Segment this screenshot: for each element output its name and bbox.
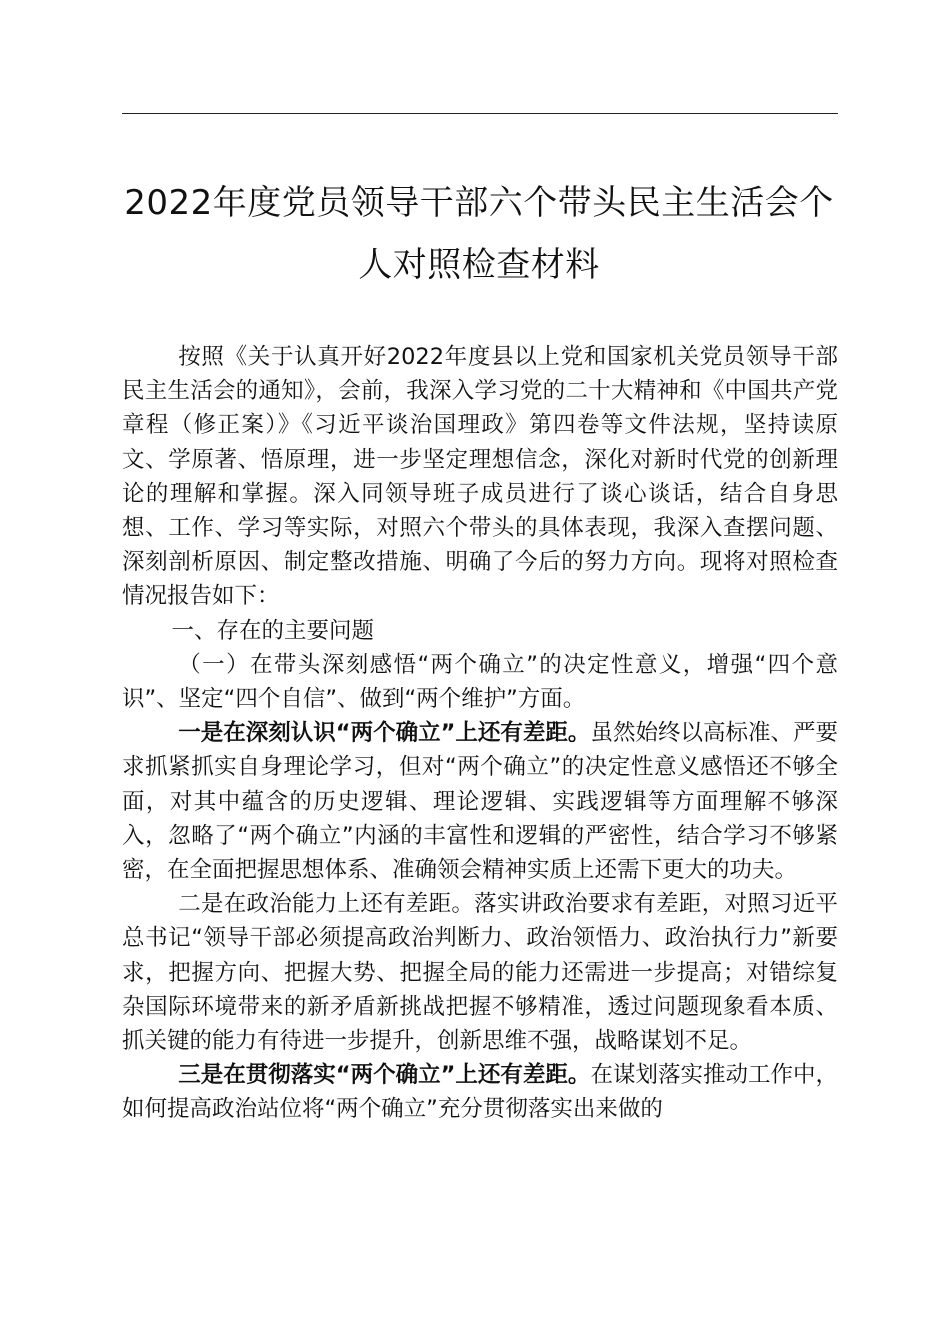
point-paragraph-1 bbox=[122, 716, 838, 887]
point-1-lead: 一是在深刻认识“两个确立”上还有差距。 bbox=[178, 720, 591, 747]
intro-paragraph: 按照《关于认真开好2022年度县以上党和国家机关党员领导干部民主生活会的通知》，会前，我深入学习党的二十大精神和《中国共产党章程（修正案）》《习近平谈治国理政》第四卷等文件法规，坚持读原文、学原著、悟原理，进一步坚定理想信念，深化对新时代党的创新理论的理解和掌握。深入同领导班子成员进行了谈心谈话，结合自身思想、工作、学习等实际，对照六个带头的具体表现，我深入查摆问题、深刻剖析原因、制定整改措施、明确了今后的努力方向。现将对照检查情况报告如下： bbox=[122, 344, 838, 610]
title-line-1: 2022年度党员领导干部六个带头民主生活会个 bbox=[124, 183, 834, 223]
section-heading: 一、存在的主要问题 bbox=[171, 617, 375, 644]
point-paragraph-3 bbox=[122, 1058, 838, 1126]
point-3-text: 在谋划落实推动工作中，如何提高政治站位将“两个确立”充分贯彻落实出来做的 bbox=[122, 1062, 838, 1123]
point-3-lead: 三是在贯彻落实“两个确立”上还有差距。 bbox=[178, 1062, 591, 1089]
point-1-text: 虽然始终以高标准、严要求抓紧抓实自身理论学习，但对“两个确立”的决定性意义感悟还不够全面，对其中蕴含的历史逻辑、理论逻辑、实践逻辑等方面理解不够深入，忽略了“两个确立”内涵的丰富性和逻辑的严密性，结合学习不够紧密，在全面把握思想体系、准确领会精神实质上还需下更大的功夫。 bbox=[122, 720, 838, 884]
point-paragraph-2: 二是在政治能力上还有差距。落实讲政治要求有差距，对照习近平总书记“领导干部必须提高政治判断力、政治领悟力、政治执行力”新要求，把握方向、把握大势、把握全局的能力还需进一步提高；对错综复杂国际环境带来的新矛盾新挑战把握不够精准，透过问题现象看本质、抓关键的能力有待进一步提升，创新思维不强，战略谋划不足。 bbox=[122, 891, 838, 1055]
page-title bbox=[118, 172, 840, 296]
document-body bbox=[122, 340, 838, 1127]
title-line-2: 人对照检查材料 bbox=[358, 245, 600, 285]
header-rule bbox=[122, 113, 838, 114]
subsection-heading: （一）在带头深刻感悟“两个确立”的决定性意义，增强“四个意识”、坚定“四个自信”、做到“两个维护”方面。 bbox=[122, 651, 838, 713]
